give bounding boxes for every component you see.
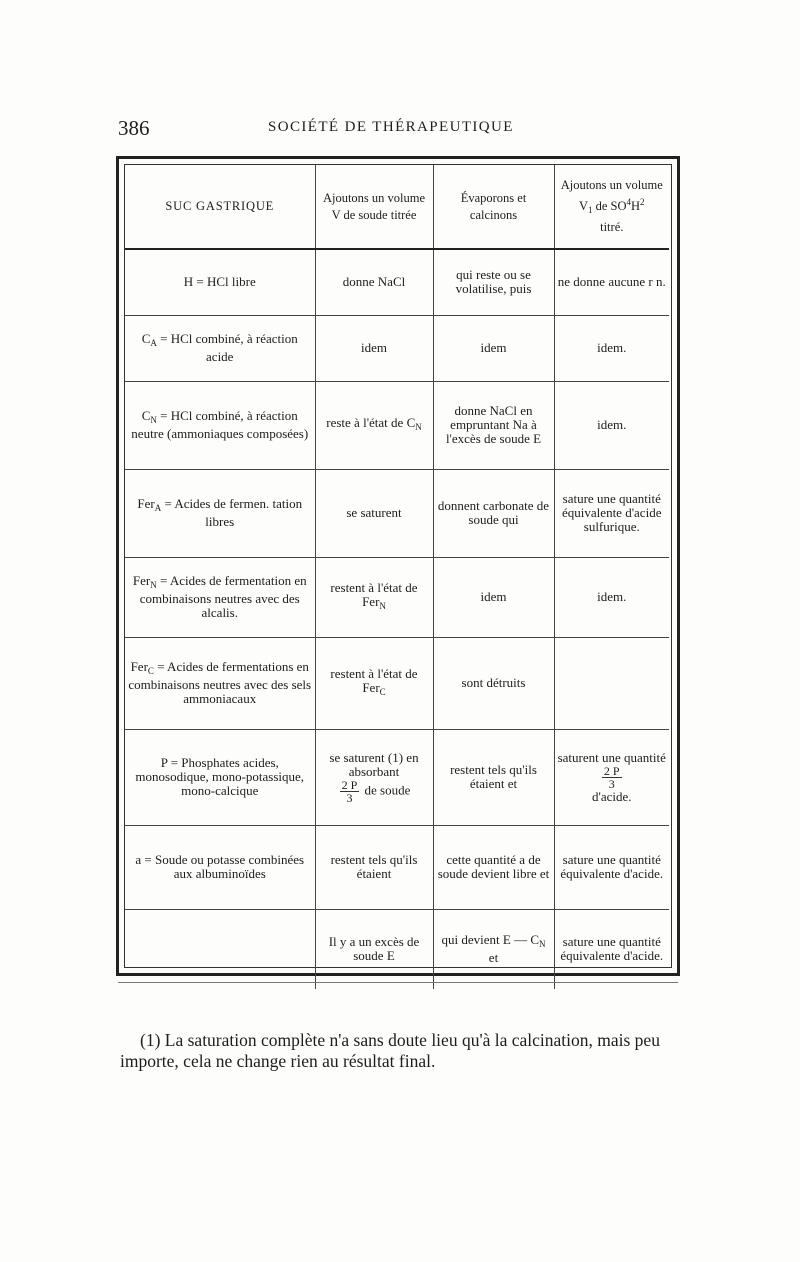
row5-col1-a: Fer bbox=[132, 573, 151, 588]
row3-col1-sub: N bbox=[150, 415, 157, 425]
row5-col1 bbox=[125, 557, 315, 637]
footnote-text: (1) La saturation complète n'a sans doute lieu qu'à la calcination, mais peu importe, cela ne change rien au résultat final. bbox=[120, 1029, 660, 1071]
row2-col1-b: = HCl combiné, à réaction acide bbox=[160, 331, 298, 364]
running-head bbox=[118, 116, 678, 142]
row8-col3: cette quantité a de soude devient libre et bbox=[433, 825, 554, 909]
row4-col1-a: Fer bbox=[137, 496, 155, 511]
row3-col4: idem. bbox=[554, 381, 669, 469]
header-ajoutons-soude: Ajoutons un volume V de soude titrée bbox=[315, 165, 433, 249]
row2-col4: idem. bbox=[554, 315, 669, 381]
table-row bbox=[125, 909, 669, 989]
row9-col2: Il y a un excès de soude E bbox=[315, 909, 433, 989]
row7-col2-num: 2 P bbox=[341, 777, 358, 792]
footnote bbox=[120, 1030, 682, 1072]
row7-col4-num: 2 P bbox=[603, 763, 620, 778]
row6-col1-b: = Acides de fermentations en combinaisons neutres avec des sels ammoniacaux bbox=[128, 659, 312, 706]
row9-col3-a: qui devient E — C bbox=[441, 932, 539, 948]
header-col4-v-sub: 1 bbox=[587, 205, 593, 215]
row7-col4-fraction bbox=[602, 765, 622, 790]
row6-col1 bbox=[125, 637, 315, 729]
row4-col2: se saturent bbox=[315, 469, 433, 557]
row6-col2-sub: C bbox=[379, 687, 386, 697]
row7-col2-den: 3 bbox=[346, 790, 353, 805]
row3-col2-a: reste à l'état de C bbox=[326, 415, 416, 430]
row9-col4: sature une quantité équivalente d'acide. bbox=[554, 909, 669, 989]
row1-col3: qui reste ou se volatilise, puis bbox=[433, 249, 554, 315]
row9-col1 bbox=[125, 909, 315, 989]
table-row bbox=[125, 825, 669, 909]
row5-col2 bbox=[315, 557, 433, 637]
row5-col1-sub: N bbox=[150, 580, 157, 590]
table-row bbox=[125, 315, 669, 381]
header-col4-c: titré. bbox=[600, 220, 624, 234]
row7-col3: restent tels qu'ils étaient et bbox=[433, 729, 554, 825]
row2-col2: idem bbox=[315, 315, 433, 381]
row3-col2-sub: N bbox=[415, 422, 422, 432]
row8-col1: a = Soude ou potasse combinées aux albuminoïdes bbox=[125, 825, 315, 909]
header-col4-a: Ajoutons un volume bbox=[560, 178, 663, 192]
row2-col1 bbox=[125, 315, 315, 381]
row7-col2-b: de soude bbox=[364, 781, 411, 797]
header-col4-sup1: 4 bbox=[626, 197, 632, 207]
row7-col4-a: saturent une quantité bbox=[557, 749, 666, 765]
row6-col4 bbox=[554, 637, 669, 729]
row7-col2-a: se saturent (1) en absorbant bbox=[329, 749, 419, 779]
row6-col2 bbox=[315, 637, 433, 729]
table-row bbox=[125, 469, 669, 557]
row6-col3: sont détruits bbox=[433, 637, 554, 729]
header-suc-gastrique: SUC GASTRIQUE bbox=[125, 165, 315, 249]
header-row bbox=[125, 165, 669, 249]
row4-col1-b: = Acides de fermen. tation libres bbox=[164, 496, 303, 529]
row2-col1-a: C bbox=[141, 331, 151, 346]
header-col4-v: V bbox=[578, 199, 588, 213]
row4-col4: sature une quantité équivalente d'acide sulfurique. bbox=[554, 469, 669, 557]
row3-col1-a: C bbox=[141, 408, 151, 423]
row4-col3: donnent carbonate de soude qui bbox=[433, 469, 554, 557]
row4-col1 bbox=[125, 469, 315, 557]
row7-col2-fraction bbox=[340, 779, 360, 804]
page-number: 386 bbox=[118, 116, 150, 140]
row2-col1-sub: A bbox=[150, 338, 157, 348]
row2-col3: idem bbox=[433, 315, 554, 381]
bottom-rule bbox=[118, 982, 678, 983]
table-row bbox=[125, 729, 669, 825]
row1-col2: donne NaCl bbox=[315, 249, 433, 315]
row3-col2 bbox=[315, 381, 433, 469]
running-title: SOCIÉTÉ DE THÉRAPEUTIQUE bbox=[268, 119, 514, 135]
row3-col3: donne NaCl en empruntant Na à l'excès de soude E bbox=[433, 381, 554, 469]
row9-col3-sub: N bbox=[539, 939, 546, 950]
header-col4-h: H bbox=[631, 199, 641, 213]
table-row bbox=[125, 249, 669, 315]
row1-col1: H = HCl libre bbox=[125, 249, 315, 315]
row4-col1-sub: A bbox=[154, 503, 162, 513]
row1-col4: ne donne aucune r n. bbox=[554, 249, 669, 315]
row7-col4 bbox=[554, 729, 669, 825]
row6-col1-a: Fer bbox=[130, 659, 148, 674]
header-col4-b: de SO bbox=[595, 199, 627, 213]
row5-col2-sub: N bbox=[379, 601, 386, 611]
table-frame bbox=[116, 156, 680, 976]
row9-col3-b: et bbox=[488, 950, 499, 966]
row6-col2-a: restent à l'état de Fer bbox=[330, 666, 418, 695]
row8-col4: sature une quantité équivalente d'acide. bbox=[554, 825, 669, 909]
data-table bbox=[125, 165, 669, 989]
table-row bbox=[125, 637, 669, 729]
table-row bbox=[125, 381, 669, 469]
table-row bbox=[125, 557, 669, 637]
row3-col1-b: = HCl combiné, à réaction neutre (ammoniaques composées) bbox=[131, 408, 309, 441]
row3-col1 bbox=[125, 381, 315, 469]
row7-col1: P = Phosphates acides, monosodique, mono-potassique, mono-calcique bbox=[125, 729, 315, 825]
row5-col3: idem bbox=[433, 557, 554, 637]
row7-col2 bbox=[315, 729, 433, 825]
header-col4-sup2: 2 bbox=[640, 197, 645, 207]
row7-col4-b: d'acide. bbox=[591, 788, 632, 804]
row9-col3 bbox=[433, 909, 554, 989]
row7-col4-den: 3 bbox=[608, 776, 615, 791]
row8-col2: restent tels qu'ils étaient bbox=[315, 825, 433, 909]
row6-col1-sub: C bbox=[147, 666, 154, 676]
row5-col1-b: = Acides de fermentation en combinaisons neutres avec des alcalis. bbox=[139, 573, 307, 620]
row5-col2-a: restent à l'état de Fer bbox=[330, 580, 418, 609]
header-ajoutons-acide bbox=[554, 165, 669, 249]
row5-col4: idem. bbox=[554, 557, 669, 637]
header-evaporons: Évaporons et calcinons bbox=[433, 165, 554, 249]
